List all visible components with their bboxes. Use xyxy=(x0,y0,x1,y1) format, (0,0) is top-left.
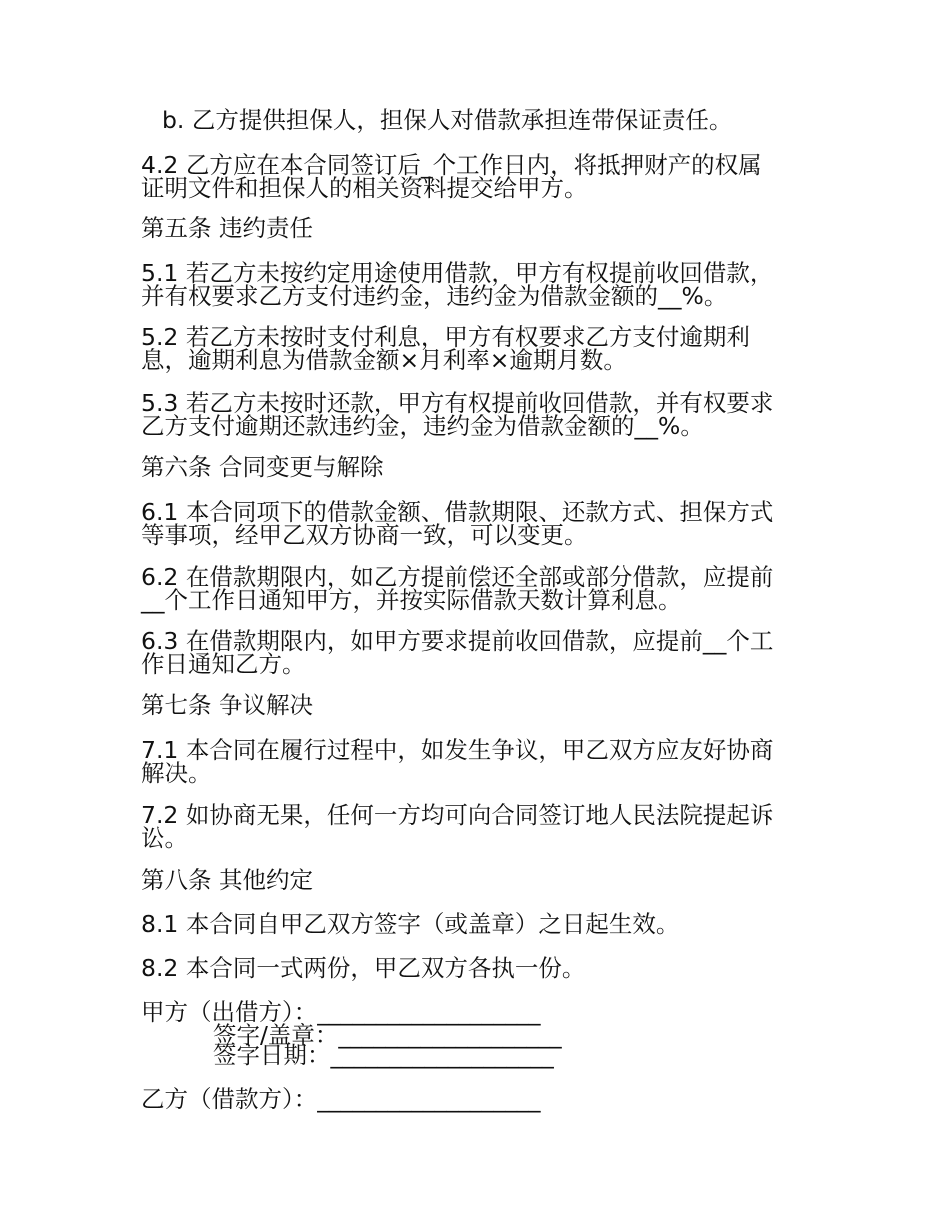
clause-8-1: 8.1 本合同自甲乙双方签字（或盖章）之日起生效。 xyxy=(141,910,680,938)
clause-8-2: 8.2 本合同一式两份，甲乙双方各执一份。 xyxy=(141,954,586,982)
clause-5-2: 5.2 若乙方未按时支付利息，甲方有权要求乙方支付逾期利 息，逾期利息为借款金额×月利率×逾期月数。 xyxy=(141,323,750,374)
party-b-line: 乙方（借款方）：___________________ xyxy=(141,1085,541,1113)
clause-6-2: 6.2 在借款期限内，如乙方提前偿还全部或部分借款，应提前 __个工作日通知甲方，并按实际借款天数计算利息。 xyxy=(141,563,774,614)
heading-article-6: 第六条 合同变更与解除 xyxy=(141,453,384,481)
clause-7-1: 7.1 本合同在履行过程中，如发生争议，甲乙双方应友好协商 解决。 xyxy=(141,736,774,787)
clause-7-2: 7.2 如协商无果，任何一方均可向合同签订地人民法院提起诉 讼。 xyxy=(141,801,774,852)
clause-5-1: 5.1 若乙方未按约定用途使用借款，甲方有权提前收回借款， 并有权要求乙方支付违约金，违约金为借款金额的__%。 xyxy=(141,259,774,310)
clause-6-1: 6.1 本合同项下的借款金额、借款期限、还款方式、担保方式 等事项，经甲乙双方协商一致，可以变更。 xyxy=(141,498,774,549)
heading-article-8: 第八条 其他约定 xyxy=(141,866,313,894)
clause-6-3: 6.3 在借款期限内，如甲方要求提前收回借款，应提前__个工 作日通知乙方。 xyxy=(141,627,774,678)
sign-seal-line: 签字/盖章：___________________ xyxy=(213,1021,562,1049)
heading-article-5: 第五条 违约责任 xyxy=(141,214,313,242)
sign-date-line: 签字日期：___________________ xyxy=(213,1041,554,1069)
clause-4-1-b: b. 乙方提供担保人，担保人对借款承担连带保证责任。 xyxy=(162,106,733,134)
clause-4-2: 4.2 乙方应在本合同签订后_个工作日内，将抵押财产的权属 证明文件和担保人的相关资料提交给甲方。 xyxy=(141,151,762,202)
heading-article-7: 第七条 争议解决 xyxy=(141,691,313,719)
clause-5-3: 5.3 若乙方未按时还款，甲方有权提前收回借款，并有权要求 乙方支付逾期还款违约金，违约金为借款金额的__%。 xyxy=(141,389,774,440)
party-a-line: 甲方（出借方）：___________________ xyxy=(141,998,541,1026)
